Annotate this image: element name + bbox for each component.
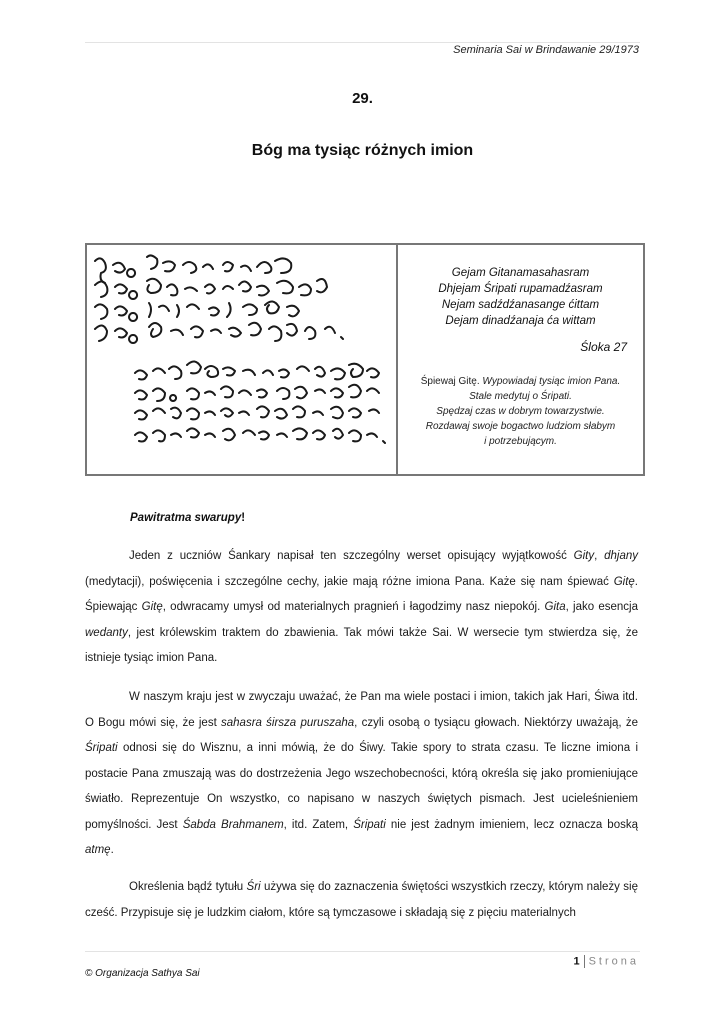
paragraph-2 (85, 685, 638, 864)
handwritten-telugu-script (87, 245, 396, 474)
italic-term: wedanty (85, 626, 128, 639)
page-number-value: 1 (573, 955, 580, 968)
text-run: . Śpiewając (85, 575, 638, 613)
italic-term: Śri (246, 881, 261, 893)
text-run: używa się do zaznaczenia świętości wszystkich rzeczy, którym należy się cześć. Przypisuje się je ludzkim ciałom, które są tymczasowe i składają się z pięciu materialnych (85, 881, 638, 919)
section-heading-text: Pawitratma swarupy (130, 512, 242, 524)
section-heading (130, 512, 245, 524)
chapter-title: Bóg ma tysiąc różnych imion (251, 142, 474, 159)
text-run: W naszym kraju jest w zwyczaju uważać, że Pan ma wiele postaci i imion, takich jak Hari, Śiwa itd. O Bogu mówi się, że jest (85, 691, 638, 729)
italic-term: Gitę (613, 575, 635, 588)
verse-transliteration (398, 265, 643, 329)
transliteration-line: Dhjejam Śripati rupamadźasram (438, 283, 603, 295)
text-run: , jako esencja (565, 601, 638, 613)
text-run: (medytacji), poświęcenia i szczególne cechy, jakie mają różne imiona Pana. Każe się nam śpiewać (85, 575, 614, 588)
text-run: , odwracamy umysł od materialnych pragnień i łagodzimy nasz niepokój. (162, 601, 545, 613)
translation-line: Rozdawaj swoje bogactwo ludziom słabym (425, 421, 616, 432)
transliteration-line: Nejam sadźdźanasange ćittam (441, 299, 600, 311)
text-run: Jeden z uczniów Śankary napisał ten szczególny werset opisujący wyjątkowość (129, 550, 574, 562)
chapter-number: 29. (352, 90, 373, 107)
paragraph-1 (85, 544, 638, 672)
text-run: odnosi się do Wisznu, a inni mówią, że do Śiwy. Takie spory to strata czasu. Te liczne imiona i postacie Pana zmuszają was do dostrzeżenia Jego wszechobecności, którą określa się jako promieniujące światło. Reprezentuje On wszystko, co napisano w naszych świętych pismach. Jest ucieleśnieniem pomyślności. Jest (85, 742, 638, 831)
page-number (573, 955, 639, 968)
header-rule (85, 42, 640, 43)
italic-term: atmę (85, 844, 111, 856)
translation-text: Wypowiadaj tysiąc imion Pana. (482, 376, 621, 387)
italic-term: sahasra śirsza puruszaha (221, 716, 355, 729)
verse-text-panel (398, 245, 643, 474)
translation-text: Śpiewaj Gitę. (420, 376, 483, 387)
handwritten-verse (87, 245, 398, 474)
page-number-divider (584, 955, 585, 968)
italic-term: Śabda Brahmanem (182, 818, 284, 831)
paragraph-3 (85, 875, 638, 926)
verse-translation (398, 374, 643, 449)
sloka-label: Śloka 27 (580, 340, 627, 354)
verse-box (85, 243, 645, 476)
translation-line: i potrzebującym. (484, 436, 557, 447)
text-run: , jest królewskim traktem do zbawienia. Tak mówi także Sai. W wersecie tym stwierdza się, że istnieje tysiąc imion Pana. (85, 626, 638, 664)
translation-line: Stale medytuj o Śripati. (469, 391, 572, 402)
translation-line: Spędzaj czas w dobrym towarzystwie. (436, 406, 605, 417)
italic-term: Gitę (141, 601, 163, 613)
text-run: nie jest żadnym imieniem, lecz oznacza boską (385, 818, 638, 831)
page-number-label: Strona (588, 955, 639, 968)
italic-term: Śripati (85, 742, 118, 754)
italic-term: Gita (544, 601, 566, 613)
text-run: , czyli osobą o tysiącu głowach. Niektórzy uważają, że (354, 716, 638, 729)
running-header: Seminaria Sai w Brindawanie 29/1973 (453, 44, 639, 56)
text-run: . (110, 844, 114, 856)
italic-term: Gity (573, 550, 595, 562)
italic-term: dhjany (604, 550, 638, 562)
italic-term: Śripati (353, 818, 386, 831)
text-run: , (594, 550, 605, 562)
text-run: Określenia bądź tytułu (129, 881, 247, 893)
footer-rule (85, 951, 640, 952)
translation-line (398, 374, 643, 389)
transliteration-line: Dejam dinadźanaja ća wittam (445, 315, 596, 327)
text-run: , itd. Zatem, (283, 818, 354, 831)
section-heading-mark: ! (241, 512, 246, 524)
transliteration-line: Gejam Gitanamasahasram (451, 267, 590, 279)
footer-copyright: © Organizacja Sathya Sai (85, 968, 200, 979)
